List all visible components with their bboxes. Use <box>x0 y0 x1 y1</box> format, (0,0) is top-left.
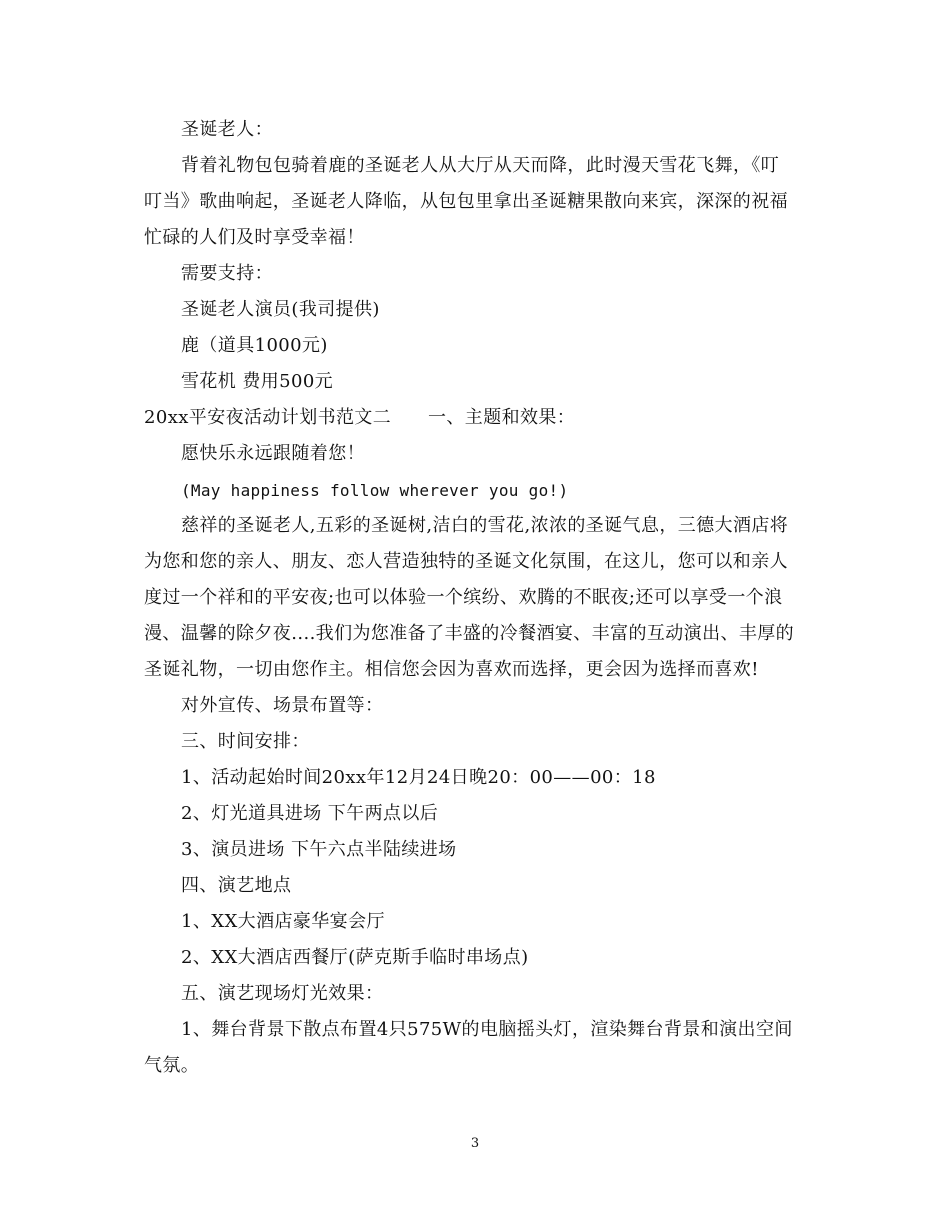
paragraph-line: 需要支持： <box>181 263 273 284</box>
list-item: 3、演员进场 下午六点半陆续进场 <box>181 839 457 860</box>
paragraph-line: 漫、温馨的除夕夜....我们为您准备了丰盛的冷餐酒宴、丰富的互动演出、丰厚的 <box>144 623 795 644</box>
section-heading: 20xx平安夜活动计划书范文二 一、主题和效果： <box>144 407 576 428</box>
list-item: 1、XX大酒店豪华宴会厅 <box>181 911 385 932</box>
paragraph-line: 圣诞老人： <box>181 119 273 140</box>
paragraph-line: 愿快乐永远跟随着您！ <box>181 443 365 464</box>
paragraph-line: 慈祥的圣诞老人,五彩的圣诞树,洁白的雪花,浓浓的圣诞气息，三德大酒店将 <box>181 515 789 536</box>
paragraph-line: 圣诞老人演员(我司提供) <box>181 299 380 320</box>
list-item: 1、活动起始时间20xx年12月24日晚20：00——00：18 <box>181 767 656 788</box>
paragraph-line: (May happiness follow wherever you go!) <box>181 481 569 500</box>
page-number: 3 <box>470 1136 480 1151</box>
paragraph-line: 雪花机 费用500元 <box>181 371 334 392</box>
paragraph-line: 对外宣传、场景布置等： <box>181 695 384 716</box>
list-item: 2、灯光道具进场 下午两点以后 <box>181 803 439 824</box>
paragraph-line: 叮当》歌曲响起，圣诞老人降临，从包包里拿出圣诞糖果散向来宾，深深的祝福 <box>144 191 788 212</box>
section-heading: 三、时间安排： <box>181 731 310 752</box>
list-item: 2、XX大酒店西餐厅(萨克斯手临时串场点) <box>181 947 529 968</box>
paragraph-line: 圣诞礼物，一切由您作主。相信您会因为喜欢而选择，更会因为选择而喜欢! <box>144 659 759 680</box>
section-heading: 四、演艺地点 <box>181 875 292 896</box>
paragraph-line: 为您和您的亲人、朋友、恋人营造独特的圣诞文化氛围，在这儿，您可以和亲人 <box>144 551 788 572</box>
paragraph-line: 度过一个祥和的平安夜;也可以体验一个缤纷、欢腾的不眠夜;还可以享受一个浪 <box>144 587 783 608</box>
paragraph-line: 鹿（道具1000元) <box>181 335 328 356</box>
section-heading: 五、演艺现场灯光效果： <box>181 983 384 1004</box>
paragraph-line: 忙碌的人们及时享受幸福！ <box>144 227 365 248</box>
paragraph-line: 气氛。 <box>144 1055 200 1076</box>
list-item: 1、舞台背景下散点布置4只575W的电脑摇头灯，渲染舞台背景和演出空间 <box>181 1019 793 1040</box>
paragraph-line: 背着礼物包包骑着鹿的圣诞老人从大厅从天而降，此时漫天雪花飞舞，《叮 <box>181 155 780 176</box>
